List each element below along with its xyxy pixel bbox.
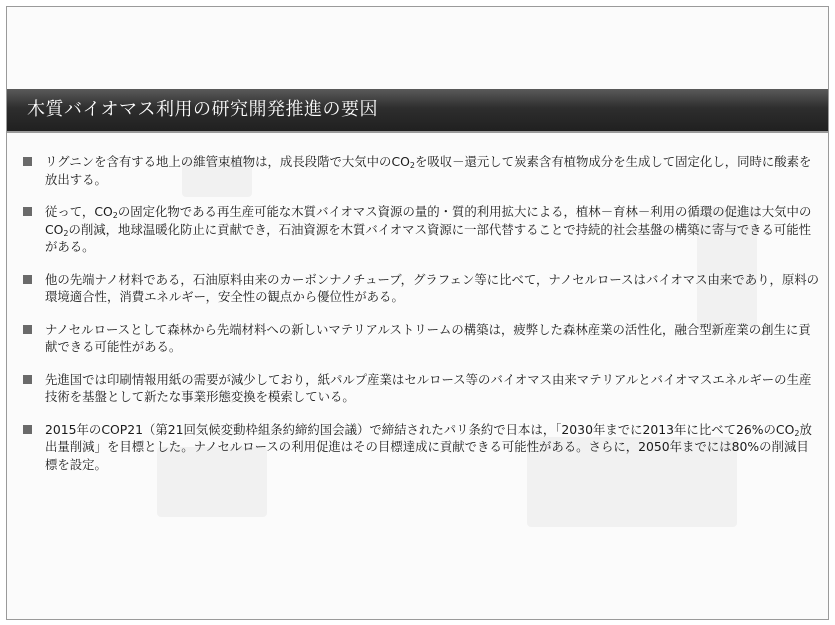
- bullet-text-part: 2015年のCOP21（第21回気候変動枠組条約締約国会議）で締結されたパリ条約で日本は，「2030年までに2013年に比べて26%のCO: [45, 421, 795, 437]
- subscript: 2: [63, 228, 69, 238]
- bullet-item: [21, 321, 821, 356]
- bullet-text-part: 従って，CO: [45, 204, 113, 219]
- bullet-text-part: 放出量削減」を目標とした。ナノセルロースの利用促進はその目標達成に貢献できる可能性がある。さらに，2050年までには80%の削減目標を設定。: [45, 421, 812, 472]
- bullet-text: [45, 203, 821, 256]
- bullet-list: [21, 153, 821, 488]
- bullet-text-part: の削減，地球温暖化防止に貢献でき，石油資源を木質バイオマス資源に一部代替することで持続的社会基盤の構築に寄与できる可能性がある。: [45, 221, 812, 254]
- subscript: 2: [112, 211, 118, 220]
- slide-title: 木質バイオマス利用の研究開発推進の要因: [27, 99, 378, 120]
- square-bullet-icon: [23, 425, 32, 434]
- bullet-item: [21, 203, 821, 256]
- subscript: 2: [794, 428, 800, 438]
- bullet-text-part: 先進国では印刷情報用紙の需要が減少しており，紙パルプ産業はセルロース等のバイオマス由来マテリアルとバイオマスエネルギーの生産技術を基盤として新たな事業形態変換を模索している。: [45, 371, 812, 404]
- title-bar: [7, 89, 828, 133]
- slide: [6, 6, 829, 620]
- square-bullet-icon: [23, 207, 32, 216]
- bullet-text-part: の固定化物である再生産可能な木質バイオマス資源の量的・質的利用拡大による，植林－育林－利用の循環の促進は大気中のCO: [45, 204, 812, 237]
- square-bullet-icon: [23, 275, 32, 284]
- bullet-item: [21, 421, 821, 474]
- bullet-text: [45, 321, 821, 356]
- bullet-text: [45, 371, 821, 406]
- bullet-text-part: を吸収－還元して炭素含有植物成分を生成して固定化し，同時に酸素を放出する。: [45, 154, 812, 187]
- bullet-item: [21, 153, 821, 188]
- bullet-text-part: ナノセルロースとして森林から先端材料への新しいマテリアルストリームの構築は，疲弊した森林産業の活性化，融合型新産業の創生に貢献できる可能性がある。: [45, 321, 811, 354]
- square-bullet-icon: [23, 325, 32, 334]
- bullet-text: [45, 153, 821, 188]
- bullet-text: [45, 271, 821, 306]
- square-bullet-icon: [23, 375, 32, 384]
- bullet-text-part: 他の先端ナノ材料である，石油原料由来のカーボンナノチューブ，グラフェン等に比べて，ナノセルロースはバイオマス由来であり，原料の環境適合性，消費エネルギー，安全性の観点から優位性がある。: [45, 271, 820, 304]
- bullet-text-part: リグニンを含有する地上の維管束植物は，成長段階で大気中のCO: [45, 154, 410, 169]
- bullet-item: [21, 271, 821, 306]
- square-bullet-icon: [23, 157, 32, 166]
- bullet-text: [45, 421, 821, 474]
- bullet-item: [21, 371, 821, 406]
- subscript: 2: [409, 161, 415, 170]
